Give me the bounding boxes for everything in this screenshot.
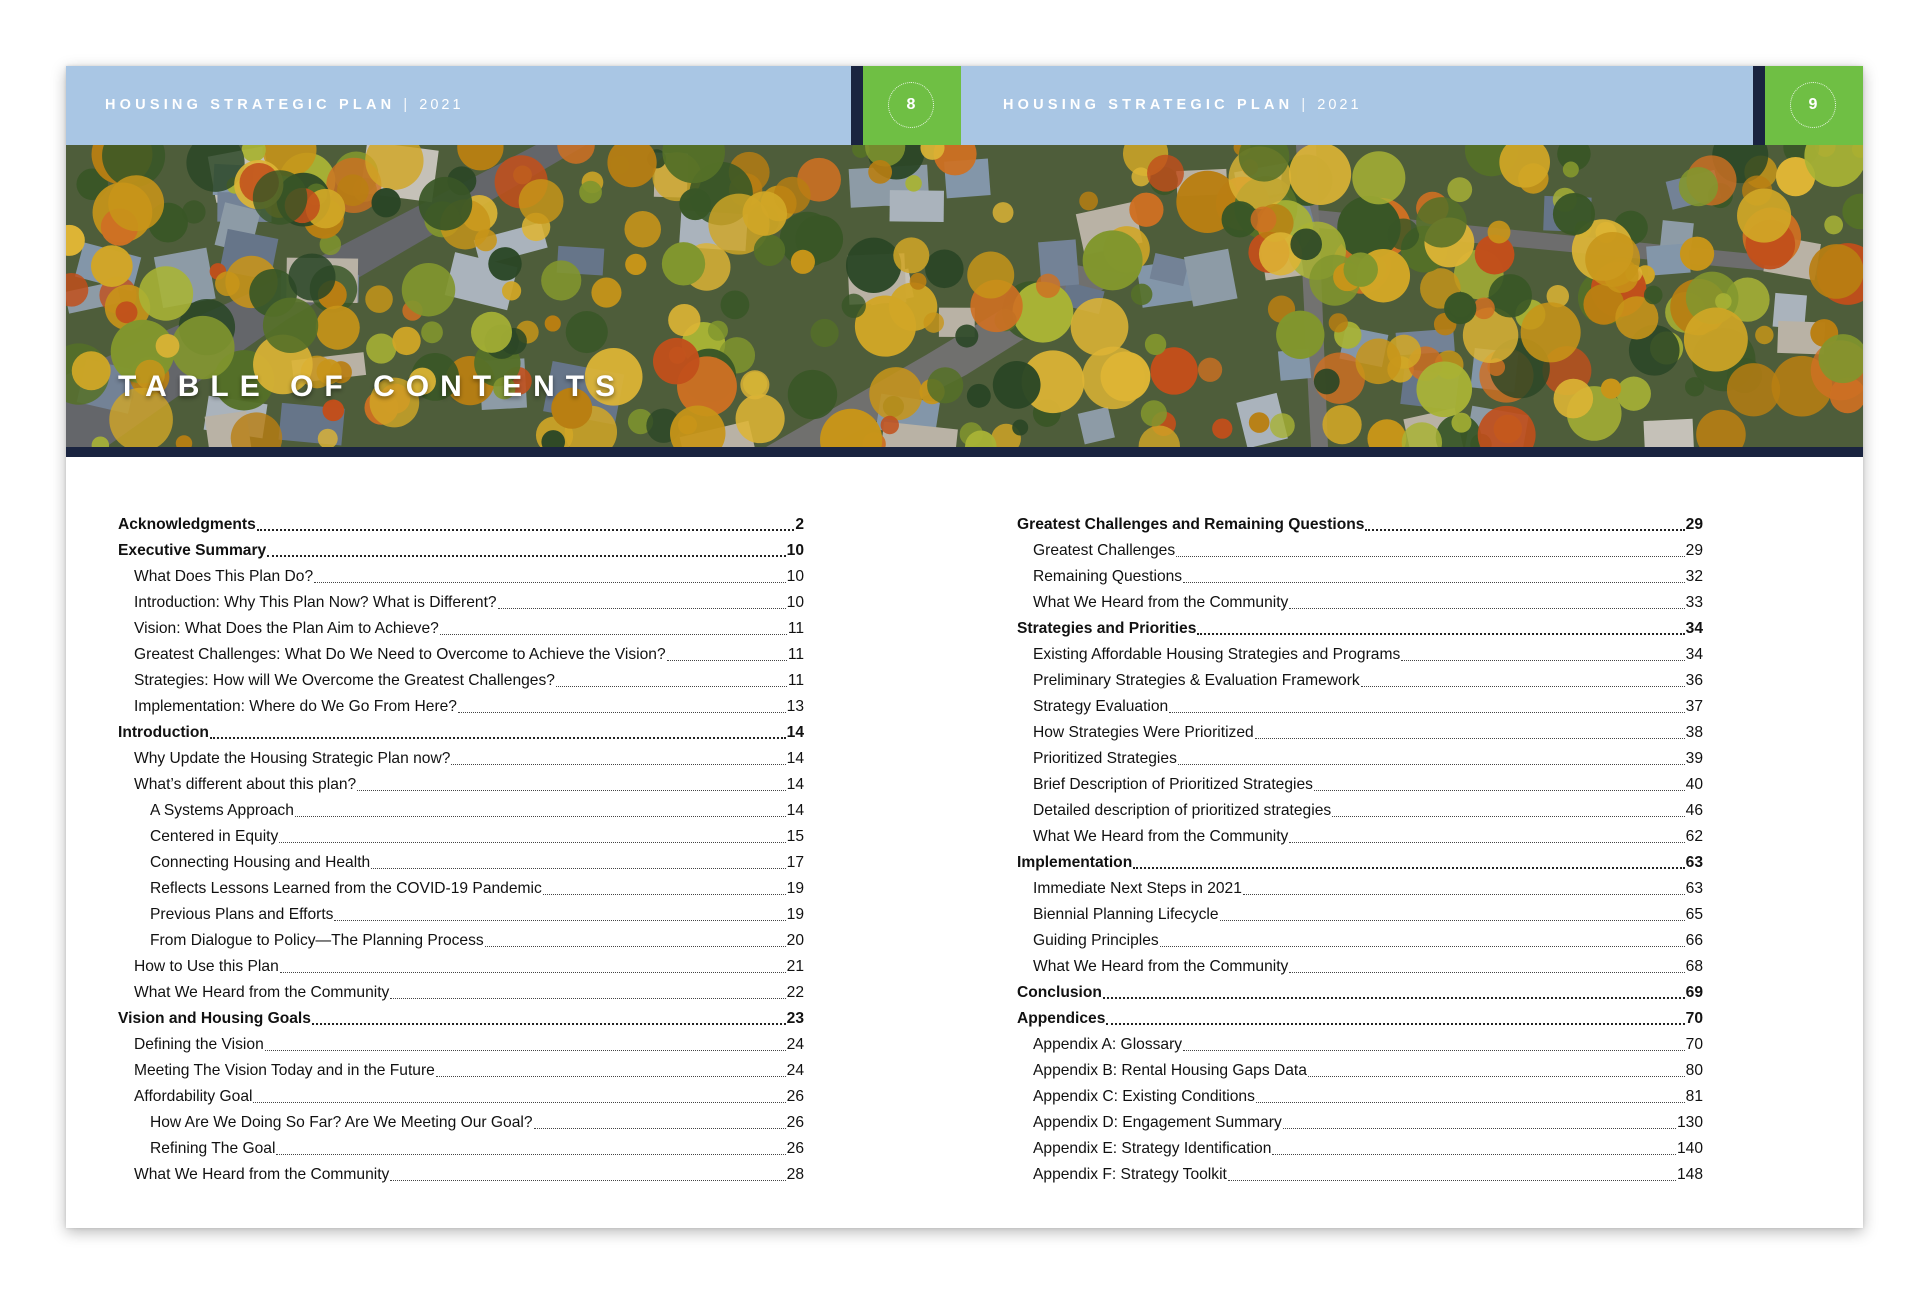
toc-entry-title: Strategy Evaluation (1033, 698, 1169, 715)
toc-entry (118, 1006, 804, 1032)
toc-dot-leader (1283, 1128, 1676, 1129)
toc-entry-page: 37 (1685, 698, 1703, 715)
toc-entry-title: Appendices (1017, 1010, 1106, 1027)
toc-entry-title: Remaining Questions (1033, 568, 1183, 585)
toc-entry-title: How to Use this Plan (134, 958, 279, 975)
toc-entry (118, 772, 804, 798)
toc-entry-title: Refining The Goal (150, 1140, 276, 1157)
toc-dot-leader (498, 608, 786, 609)
toc-entry-title: What Does This Plan Do? (134, 568, 314, 585)
toc-entry-title: Meeting The Vision Today and in the Future (134, 1062, 435, 1079)
right-header-year: 2021 (1317, 97, 1362, 113)
toc-entry (118, 1058, 804, 1084)
toc-entry (118, 720, 804, 746)
toc-dot-leader (1256, 1102, 1685, 1103)
toc-entry (1017, 1032, 1703, 1058)
left-navy-strip (851, 66, 863, 145)
toc-entry-title: How Strategies Were Prioritized (1033, 724, 1254, 741)
toc-entry-page: 38 (1685, 724, 1703, 741)
toc-dot-leader (295, 816, 786, 817)
toc-entry (118, 1084, 804, 1110)
toc-entry-title: Appendix F: Strategy Toolkit (1033, 1166, 1227, 1183)
toc-dot-leader (1228, 1180, 1676, 1181)
toc-dot-leader (1160, 946, 1685, 947)
toc-entry-page: 69 (1685, 984, 1703, 1001)
toc-entry-title: Appendix D: Engagement Summary (1033, 1114, 1282, 1131)
toc-entry-page: 63 (1685, 854, 1703, 871)
toc-entry-title: Appendix B: Rental Housing Gaps Data (1033, 1062, 1307, 1079)
toc-entry-title: Acknowledgments (118, 516, 256, 533)
toc-entry-title: Greatest Challenges (1033, 542, 1176, 559)
toc-entry-page: 70 (1685, 1010, 1703, 1027)
toc-dot-leader (1183, 1050, 1685, 1051)
toc-entry-title: What’s different about this plan? (134, 776, 357, 793)
toc-entry-title: How Are We Doing So Far? Are We Meeting Our Goal? (150, 1114, 533, 1131)
toc-dot-leader (1169, 712, 1684, 713)
toc-entry-title: Greatest Challenges: What Do We Need to Overcome to Achieve the Vision? (134, 646, 666, 663)
toc-entry-title: Affordability Goal (134, 1088, 253, 1105)
toc-dot-leader (1289, 842, 1684, 843)
toc-entry-page: 10 (786, 568, 804, 585)
toc-entry-title: Preliminary Strategies & Evaluation Framework (1033, 672, 1360, 689)
toc-entry-page: 62 (1685, 828, 1703, 845)
toc-entry-page: 40 (1685, 776, 1703, 793)
toc-dot-leader (257, 529, 795, 531)
toc-entry (118, 876, 804, 902)
toc-entry-page: 14 (786, 750, 804, 767)
toc-dot-leader (1289, 608, 1684, 609)
toc-entry (1017, 512, 1703, 538)
toc-right-column (1017, 512, 1703, 1188)
toc-dot-leader (1308, 1076, 1685, 1077)
toc-entry-title: From Dialogue to Policy—The Planning Process (150, 932, 484, 949)
toc-entry-title: Immediate Next Steps in 2021 (1033, 880, 1242, 897)
toc-entry (1017, 1136, 1703, 1162)
toc-dot-leader (390, 998, 785, 999)
toc-entry-page: 26 (786, 1088, 804, 1105)
toc-entry-title: Connecting Housing and Health (150, 854, 371, 871)
toc-entry (118, 746, 804, 772)
toc-dot-leader (485, 946, 786, 947)
toc-dot-leader (253, 1102, 785, 1103)
toc-entry (1017, 668, 1703, 694)
toc-entry (1017, 694, 1703, 720)
toc-entry-page: 34 (1685, 646, 1703, 663)
toc-entry-page: 11 (787, 672, 804, 689)
toc-entry (1017, 850, 1703, 876)
toc-entry (118, 1136, 804, 1162)
toc-entry-title: Vision and Housing Goals (118, 1010, 311, 1027)
toc-entry-page: 19 (786, 906, 804, 923)
right-page-number: 9 (1790, 82, 1836, 128)
toc-entry-page: 10 (786, 594, 804, 611)
toc-entry-title: What We Heard from the Community (1033, 594, 1289, 611)
toc-entry (1017, 980, 1703, 1006)
toc-entry-page: 29 (1685, 542, 1703, 559)
toc-dot-leader (1176, 556, 1684, 557)
toc-dot-leader (667, 660, 787, 661)
toc-entry (1017, 1162, 1703, 1188)
toc-entry-title: What We Heard from the Community (134, 1166, 390, 1183)
toc-dot-leader (556, 686, 787, 687)
left-header-separator: | (403, 97, 412, 113)
toc-dot-leader (314, 582, 786, 583)
toc-entry-page: 26 (786, 1114, 804, 1131)
toc-dot-leader (371, 868, 785, 869)
toc-dot-leader (1103, 997, 1685, 999)
toc-entry-page: 24 (786, 1036, 804, 1053)
toc-dot-leader (1106, 1023, 1684, 1025)
toc-entry (1017, 720, 1703, 746)
toc-entry (118, 1032, 804, 1058)
toc-entry-page: 65 (1685, 906, 1703, 923)
toc-entry-title: Detailed description of prioritized strategies (1033, 802, 1332, 819)
toc-entry (118, 850, 804, 876)
toc-entry (1017, 772, 1703, 798)
toc-entry-page: 130 (1676, 1114, 1703, 1131)
toc-entry-page: 14 (786, 802, 804, 819)
document-spread (66, 66, 1863, 1228)
toc-entry-page: 21 (786, 958, 804, 975)
left-header-title (105, 66, 464, 145)
toc-dot-leader (436, 1076, 786, 1077)
toc-dot-leader (1220, 920, 1685, 921)
toc-entry (118, 512, 804, 538)
toc-entry-title: Appendix C: Existing Conditions (1033, 1088, 1255, 1105)
toc-entry-title: Executive Summary (118, 542, 267, 559)
toc-entry-page: 36 (1685, 672, 1703, 689)
toc-entry (1017, 642, 1703, 668)
toc-entry-page: 24 (786, 1062, 804, 1079)
toc-entry (118, 694, 804, 720)
toc-entry-page: 80 (1685, 1062, 1703, 1079)
toc-entry (118, 980, 804, 1006)
toc-entry-title: Appendix A: Glossary (1033, 1036, 1183, 1053)
toc-dot-leader (440, 634, 787, 635)
toc-entry (118, 824, 804, 850)
toc-entry-title: Conclusion (1017, 984, 1102, 1001)
toc-dot-leader (1197, 633, 1684, 635)
toc-dot-leader (1401, 660, 1684, 661)
toc-entry (1017, 1084, 1703, 1110)
toc-entry-page: 140 (1676, 1140, 1703, 1157)
toc-dot-leader (1178, 764, 1685, 765)
toc-entry (118, 928, 804, 954)
toc-entry (1017, 538, 1703, 564)
toc-dot-leader (1183, 582, 1685, 583)
left-header-plan-name: HOUSING STRATEGIC PLAN (105, 97, 396, 113)
toc-entry-title: Implementation: Where do We Go From Here? (134, 698, 457, 715)
right-header-separator: | (1301, 97, 1310, 113)
toc-dot-leader (276, 1154, 785, 1155)
toc-entry-title: What We Heard from the Community (1033, 958, 1289, 975)
toc-entry-page: 33 (1685, 594, 1703, 611)
toc-entry-title: Greatest Challenges and Remaining Questions (1017, 516, 1365, 533)
page-title: TABLE OF CONTENTS (118, 370, 627, 403)
toc-dot-leader (1255, 738, 1685, 739)
toc-entry-page: 46 (1685, 802, 1703, 819)
toc-entry (1017, 876, 1703, 902)
toc-entry (118, 590, 804, 616)
toc-entry-page: 81 (1685, 1088, 1703, 1105)
toc-entry-page: 14 (786, 724, 804, 741)
toc-entry-title: Brief Description of Prioritized Strategies (1033, 776, 1313, 793)
toc-dot-leader (334, 920, 785, 921)
toc-entry-page: 29 (1685, 516, 1703, 533)
hero-aerial-photo (66, 145, 1863, 447)
toc-dot-leader (1365, 529, 1684, 531)
right-header-title (1003, 66, 1362, 145)
toc-entry (1017, 798, 1703, 824)
toc-entry (1017, 902, 1703, 928)
toc-dot-leader (1314, 790, 1685, 791)
right-page-number-box (1765, 66, 1863, 145)
toc-entry-page: 70 (1685, 1036, 1703, 1053)
toc-entry-title: Implementation (1017, 854, 1133, 871)
toc-left-column (118, 512, 804, 1188)
toc-entry-page: 17 (786, 854, 804, 871)
toc-entry-page: 15 (786, 828, 804, 845)
toc-entry-page: 23 (786, 1010, 804, 1027)
left-header-year: 2021 (419, 97, 464, 113)
toc-entry (118, 798, 804, 824)
toc-dot-leader (1361, 686, 1685, 687)
toc-dot-leader (1289, 972, 1684, 973)
toc-dot-leader (265, 1050, 786, 1051)
right-header-plan-name: HOUSING STRATEGIC PLAN (1003, 97, 1294, 113)
toc-entry (118, 668, 804, 694)
toc-entry-title: Strategies: How will We Overcome the Greatest Challenges? (134, 672, 555, 689)
toc-entry (118, 616, 804, 642)
toc-dot-leader (279, 842, 785, 843)
toc-entry-page: 68 (1685, 958, 1703, 975)
toc-entry (118, 642, 804, 668)
toc-entry-title: Defining the Vision (134, 1036, 264, 1053)
toc-entry (1017, 954, 1703, 980)
toc-entry (1017, 590, 1703, 616)
toc-dot-leader (458, 712, 786, 713)
toc-entry (118, 954, 804, 980)
toc-dot-leader (280, 972, 786, 973)
toc-entry-page: 26 (786, 1140, 804, 1157)
toc-entry-page: 11 (787, 646, 804, 663)
toc-entry-page: 39 (1685, 750, 1703, 767)
toc-entry-page: 2 (795, 516, 804, 533)
toc-dot-leader (267, 555, 785, 557)
toc-dot-leader (390, 1180, 785, 1181)
toc-entry-title: A Systems Approach (150, 802, 294, 819)
toc-entry-title: Prioritized Strategies (1033, 750, 1177, 767)
toc-dot-leader (1133, 867, 1684, 869)
toc-entry-page: 11 (787, 620, 804, 637)
toc-dot-leader (543, 894, 786, 895)
toc-entry-page: 13 (786, 698, 804, 715)
toc-entry-title: Centered in Equity (150, 828, 279, 845)
toc-entry-title: Biennial Planning Lifecycle (1033, 906, 1219, 923)
toc-entry-title: Guiding Principles (1033, 932, 1159, 949)
toc-entry (118, 1162, 804, 1188)
toc-dot-leader (1332, 816, 1684, 817)
toc-entry (1017, 1058, 1703, 1084)
toc-dot-leader (534, 1128, 786, 1129)
toc-dot-leader (1243, 894, 1685, 895)
toc-entry-page: 34 (1685, 620, 1703, 637)
toc-entry (118, 564, 804, 590)
toc-entry-title: Existing Affordable Housing Strategies and Programs (1033, 646, 1401, 663)
toc-entry-page: 10 (786, 542, 804, 559)
toc-dot-leader (1272, 1154, 1676, 1155)
hero-bottom-bar (66, 447, 1863, 457)
toc-entry (1017, 928, 1703, 954)
left-page-number: 8 (888, 82, 934, 128)
toc-entry-title: Introduction (118, 724, 209, 741)
toc-entry (1017, 564, 1703, 590)
toc-entry-page: 63 (1685, 880, 1703, 897)
toc-entry-page: 22 (786, 984, 804, 1001)
toc-entry (1017, 746, 1703, 772)
left-page-number-box (863, 66, 961, 145)
toc-entry (118, 902, 804, 928)
toc-entry-title: Reflects Lessons Learned from the COVID-19 Pandemic (150, 880, 542, 897)
toc-entry-page: 20 (786, 932, 804, 949)
toc-entry-title: Introduction: Why This Plan Now? What is Different? (134, 594, 497, 611)
toc-dot-leader (210, 737, 786, 739)
toc-entry-title: Why Update the Housing Strategic Plan now? (134, 750, 451, 767)
toc-entry (1017, 1006, 1703, 1032)
toc-entry-page: 28 (786, 1166, 804, 1183)
right-navy-strip (1753, 66, 1765, 145)
toc-entry-title: What We Heard from the Community (134, 984, 390, 1001)
toc-dot-leader (451, 764, 785, 765)
toc-entry-title: Previous Plans and Efforts (150, 906, 334, 923)
toc-entry-page: 148 (1676, 1166, 1703, 1183)
toc-dot-leader (357, 790, 785, 791)
toc-entry-page: 19 (786, 880, 804, 897)
toc-entry-page: 32 (1685, 568, 1703, 585)
toc-entry-title: What We Heard from the Community (1033, 828, 1289, 845)
toc-entry-title: Appendix E: Strategy Identification (1033, 1140, 1272, 1157)
toc-entry-title: Vision: What Does the Plan Aim to Achieve? (134, 620, 439, 637)
toc-entry-title: Strategies and Priorities (1017, 620, 1197, 637)
toc-entry-page: 14 (786, 776, 804, 793)
toc-entry (1017, 616, 1703, 642)
toc-entry (118, 1110, 804, 1136)
toc-entry (1017, 824, 1703, 850)
toc-entry-page: 66 (1685, 932, 1703, 949)
toc-dot-leader (312, 1023, 786, 1025)
toc-entry (118, 538, 804, 564)
toc-entry (1017, 1110, 1703, 1136)
